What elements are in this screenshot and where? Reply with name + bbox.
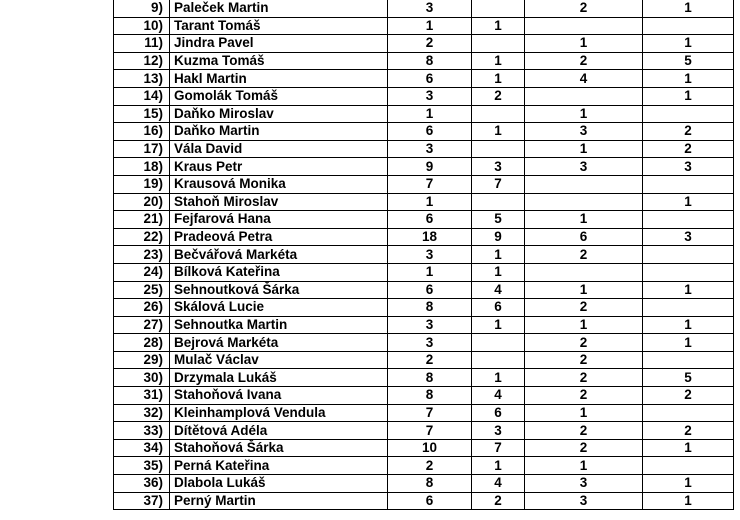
table-row xyxy=(114,404,734,422)
table-row xyxy=(114,123,734,141)
count-col-1: 4 xyxy=(472,387,525,405)
row-number: 31) xyxy=(114,387,170,405)
count-col-2 xyxy=(525,193,643,211)
count-col-3: 1 xyxy=(643,70,734,88)
count-col-1: 1 xyxy=(472,123,525,141)
table-row xyxy=(114,35,734,53)
total-count: 7 xyxy=(388,404,472,422)
person-name: Gomolák Tomáš xyxy=(170,87,388,105)
count-col-1: 1 xyxy=(472,369,525,387)
count-col-1: 2 xyxy=(472,87,525,105)
count-col-2: 2 xyxy=(525,439,643,457)
count-col-1 xyxy=(472,334,525,352)
table-row xyxy=(114,52,734,70)
total-count: 10 xyxy=(388,439,472,457)
total-count: 3 xyxy=(388,140,472,158)
person-name: Tarant Tomáš xyxy=(170,17,388,35)
count-col-3 xyxy=(643,457,734,475)
total-count: 3 xyxy=(388,0,472,17)
count-col-2 xyxy=(525,17,643,35)
person-name: Hakl Martin xyxy=(170,70,388,88)
row-number: 25) xyxy=(114,281,170,299)
row-number: 12) xyxy=(114,52,170,70)
count-col-3: 1 xyxy=(643,475,734,493)
table-row xyxy=(114,387,734,405)
row-number: 27) xyxy=(114,316,170,334)
count-col-3: 2 xyxy=(643,387,734,405)
count-col-1 xyxy=(472,105,525,123)
count-col-2: 2 xyxy=(525,334,643,352)
count-col-2: 2 xyxy=(525,246,643,264)
person-name: Vála David xyxy=(170,140,388,158)
count-col-1: 1 xyxy=(472,17,525,35)
count-col-3: 1 xyxy=(643,87,734,105)
count-col-2: 2 xyxy=(525,369,643,387)
count-col-1: 1 xyxy=(472,70,525,88)
count-col-3: 2 xyxy=(643,422,734,440)
total-count: 8 xyxy=(388,299,472,317)
count-col-2: 3 xyxy=(525,158,643,176)
total-count: 3 xyxy=(388,246,472,264)
table-row xyxy=(114,316,734,334)
count-col-3 xyxy=(643,17,734,35)
count-col-3: 1 xyxy=(643,281,734,299)
person-name: Kuzma Tomáš xyxy=(170,52,388,70)
count-col-2: 1 xyxy=(525,316,643,334)
person-name: Mulač Václav xyxy=(170,351,388,369)
person-name: Jindra Pavel xyxy=(170,35,388,53)
row-number: 13) xyxy=(114,70,170,88)
count-col-3: 1 xyxy=(643,316,734,334)
row-number: 32) xyxy=(114,404,170,422)
total-count: 3 xyxy=(388,334,472,352)
row-number: 37) xyxy=(114,492,170,510)
table-row xyxy=(114,422,734,440)
total-count: 8 xyxy=(388,475,472,493)
table-row xyxy=(114,140,734,158)
total-count: 9 xyxy=(388,158,472,176)
row-number: 18) xyxy=(114,158,170,176)
count-col-1: 1 xyxy=(472,316,525,334)
count-col-1: 6 xyxy=(472,404,525,422)
row-number: 17) xyxy=(114,140,170,158)
total-count: 2 xyxy=(388,351,472,369)
total-count: 18 xyxy=(388,228,472,246)
count-col-3: 5 xyxy=(643,369,734,387)
count-col-3 xyxy=(643,263,734,281)
table-row xyxy=(114,475,734,493)
count-col-3: 1 xyxy=(643,0,734,17)
table-row xyxy=(114,87,734,105)
count-col-3 xyxy=(643,404,734,422)
table-row xyxy=(114,175,734,193)
count-col-3: 3 xyxy=(643,158,734,176)
row-number: 29) xyxy=(114,351,170,369)
count-col-3: 1 xyxy=(643,334,734,352)
total-count: 1 xyxy=(388,193,472,211)
total-count: 1 xyxy=(388,17,472,35)
row-number: 24) xyxy=(114,263,170,281)
count-col-2: 1 xyxy=(525,140,643,158)
count-col-1: 4 xyxy=(472,475,525,493)
count-col-2: 2 xyxy=(525,387,643,405)
table-row xyxy=(114,492,734,510)
results-table-body xyxy=(114,0,734,510)
table-row xyxy=(114,334,734,352)
person-name: Fejfarová Hana xyxy=(170,211,388,229)
row-number: 22) xyxy=(114,228,170,246)
total-count: 3 xyxy=(388,316,472,334)
row-number: 33) xyxy=(114,422,170,440)
row-number: 34) xyxy=(114,439,170,457)
table-row xyxy=(114,105,734,123)
count-col-1: 1 xyxy=(472,263,525,281)
row-number: 10) xyxy=(114,17,170,35)
table-row xyxy=(114,228,734,246)
count-col-3 xyxy=(643,175,734,193)
count-col-2 xyxy=(525,175,643,193)
results-table xyxy=(113,0,734,510)
person-name: Sehnoutková Šárka xyxy=(170,281,388,299)
table-row xyxy=(114,17,734,35)
row-number: 20) xyxy=(114,193,170,211)
table-row xyxy=(114,299,734,317)
count-col-1: 1 xyxy=(472,457,525,475)
row-number: 35) xyxy=(114,457,170,475)
count-col-2: 2 xyxy=(525,351,643,369)
row-number: 19) xyxy=(114,175,170,193)
count-col-2: 1 xyxy=(525,35,643,53)
person-name: Daňko Miroslav xyxy=(170,105,388,123)
total-count: 8 xyxy=(388,387,472,405)
total-count: 6 xyxy=(388,281,472,299)
total-count: 6 xyxy=(388,123,472,141)
count-col-2: 3 xyxy=(525,475,643,493)
count-col-3: 3 xyxy=(643,228,734,246)
person-name: Dítětová Adéla xyxy=(170,422,388,440)
row-number: 26) xyxy=(114,299,170,317)
person-name: Bečvářová Markéta xyxy=(170,246,388,264)
row-number: 9) xyxy=(114,0,170,17)
row-number: 11) xyxy=(114,35,170,53)
person-name: Bílková Kateřina xyxy=(170,263,388,281)
row-number: 28) xyxy=(114,334,170,352)
person-name: Sehnoutka Martin xyxy=(170,316,388,334)
table-row xyxy=(114,211,734,229)
count-col-2 xyxy=(525,87,643,105)
total-count: 6 xyxy=(388,492,472,510)
count-col-3: 5 xyxy=(643,52,734,70)
count-col-2: 2 xyxy=(525,52,643,70)
total-count: 7 xyxy=(388,175,472,193)
total-count: 6 xyxy=(388,211,472,229)
count-col-1 xyxy=(472,193,525,211)
row-number: 14) xyxy=(114,87,170,105)
count-col-2 xyxy=(525,263,643,281)
count-col-2: 1 xyxy=(525,281,643,299)
count-col-2: 2 xyxy=(525,422,643,440)
count-col-2: 2 xyxy=(525,299,643,317)
table-row xyxy=(114,246,734,264)
count-col-3: 1 xyxy=(643,193,734,211)
person-name: Paleček Martin xyxy=(170,0,388,17)
count-col-3 xyxy=(643,351,734,369)
total-count: 8 xyxy=(388,52,472,70)
total-count: 6 xyxy=(388,70,472,88)
count-col-2: 2 xyxy=(525,0,643,17)
count-col-3 xyxy=(643,105,734,123)
person-name: Kleinhamplová Vendula xyxy=(170,404,388,422)
row-number: 36) xyxy=(114,475,170,493)
count-col-1: 1 xyxy=(472,52,525,70)
person-name: Stahoň Miroslav xyxy=(170,193,388,211)
count-col-1: 7 xyxy=(472,439,525,457)
table-row xyxy=(114,158,734,176)
table-row xyxy=(114,263,734,281)
person-name: Bejrová Markéta xyxy=(170,334,388,352)
total-count: 1 xyxy=(388,263,472,281)
person-name: Pradeová Petra xyxy=(170,228,388,246)
total-count: 2 xyxy=(388,457,472,475)
count-col-1: 3 xyxy=(472,422,525,440)
row-number: 21) xyxy=(114,211,170,229)
table-row xyxy=(114,439,734,457)
count-col-3: 1 xyxy=(643,492,734,510)
table-row xyxy=(114,70,734,88)
person-name: Skálová Lucie xyxy=(170,299,388,317)
count-col-1 xyxy=(472,0,525,17)
count-col-2: 1 xyxy=(525,211,643,229)
count-col-3 xyxy=(643,246,734,264)
count-col-3: 2 xyxy=(643,140,734,158)
table-row xyxy=(114,369,734,387)
person-name: Kraus Petr xyxy=(170,158,388,176)
total-count: 2 xyxy=(388,35,472,53)
row-number: 16) xyxy=(114,123,170,141)
person-name: Daňko Martin xyxy=(170,123,388,141)
person-name: Drzymala Lukáš xyxy=(170,369,388,387)
count-col-3: 2 xyxy=(643,123,734,141)
count-col-2: 6 xyxy=(525,228,643,246)
count-col-2: 1 xyxy=(525,457,643,475)
count-col-3 xyxy=(643,299,734,317)
total-count: 3 xyxy=(388,87,472,105)
count-col-1: 1 xyxy=(472,246,525,264)
row-number: 30) xyxy=(114,369,170,387)
count-col-2: 1 xyxy=(525,105,643,123)
row-number: 23) xyxy=(114,246,170,264)
count-col-1: 6 xyxy=(472,299,525,317)
table-row xyxy=(114,0,734,17)
table-row xyxy=(114,457,734,475)
person-name: Dlabola Lukáš xyxy=(170,475,388,493)
count-col-3: 1 xyxy=(643,439,734,457)
count-col-1 xyxy=(472,35,525,53)
total-count: 8 xyxy=(388,369,472,387)
count-col-2: 3 xyxy=(525,123,643,141)
count-col-1 xyxy=(472,140,525,158)
person-name: Perná Kateřina xyxy=(170,457,388,475)
person-name: Stahoňová Šárka xyxy=(170,439,388,457)
table-row xyxy=(114,351,734,369)
table-row xyxy=(114,193,734,211)
count-col-1: 9 xyxy=(472,228,525,246)
person-name: Stahoňová Ivana xyxy=(170,387,388,405)
count-col-3 xyxy=(643,211,734,229)
count-col-1: 2 xyxy=(472,492,525,510)
count-col-1: 7 xyxy=(472,175,525,193)
count-col-2: 1 xyxy=(525,404,643,422)
count-col-1: 3 xyxy=(472,158,525,176)
count-col-1 xyxy=(472,351,525,369)
total-count: 1 xyxy=(388,105,472,123)
person-name: Krausová Monika xyxy=(170,175,388,193)
count-col-2: 4 xyxy=(525,70,643,88)
table-row xyxy=(114,281,734,299)
row-number: 15) xyxy=(114,105,170,123)
count-col-1: 4 xyxy=(472,281,525,299)
count-col-2: 3 xyxy=(525,492,643,510)
person-name: Perný Martin xyxy=(170,492,388,510)
total-count: 7 xyxy=(388,422,472,440)
count-col-1: 5 xyxy=(472,211,525,229)
count-col-3: 1 xyxy=(643,35,734,53)
